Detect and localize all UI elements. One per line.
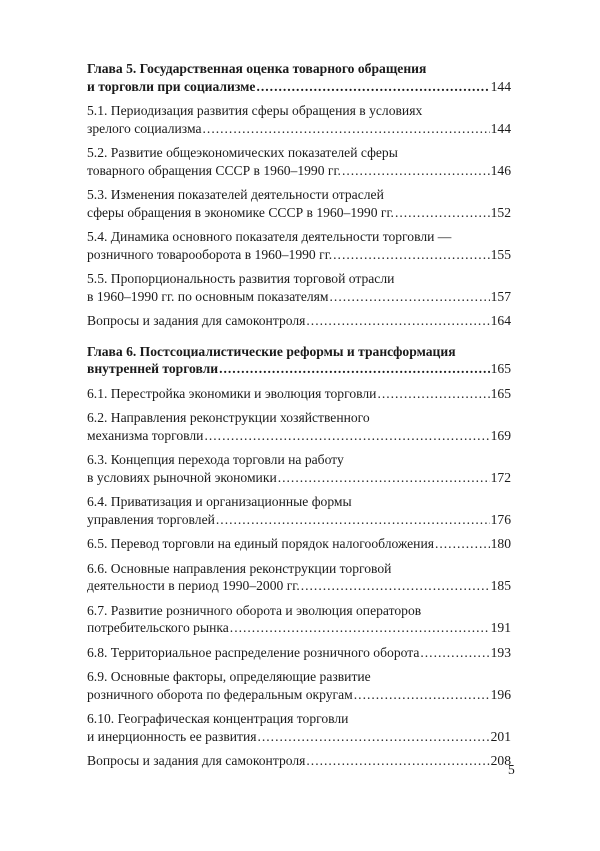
toc-entry-5-4[interactable] [87,228,511,263]
dot-leader [203,120,490,138]
table-of-contents [87,60,511,783]
toc-entry-5-3[interactable] [87,186,511,221]
page-ref: 176 [490,511,511,527]
chapter-title-line: Глава 6. Постсоциалистические реформы и трансформация [87,343,456,359]
dot-leader [278,469,490,487]
entry-line: управления торговлей [87,511,215,527]
chapter-title-line: внутренней торговли [87,361,219,376]
page-ref: 155 [490,246,511,262]
entry-line: 6.3. Концепция перехода торговли на работу [87,452,344,467]
page-ref: 164 [490,313,511,328]
dot-leader [257,728,489,746]
entry-line: сферы обращения в экономике СССР в 1960–1990 гг. [87,204,394,220]
dot-leader [333,246,489,264]
page-ref: 208 [490,753,511,768]
dot-leader [435,535,490,553]
entry-line: 5.1. Периодизация развития сферы обращения в условиях [87,103,423,118]
toc-entry-6-3[interactable] [87,451,511,486]
page-ref: 180 [490,536,511,551]
dot-leader [230,619,490,637]
chapter-6-heading[interactable] [87,343,511,378]
dot-leader [216,511,490,529]
entry-line: 6.9. Основные факторы, определяющие развитие [87,669,371,684]
page-ref: 152 [490,204,511,220]
page-ref: 144 [490,78,511,94]
page-ref: 165 [490,361,511,376]
entry-line: 6.1. Перестройка экономики и эволюция торговли [87,385,377,401]
dot-leader [301,577,490,595]
page-ref: 165 [490,385,511,401]
chapter-title-line: Глава 5. Государственная оценка товарного обращения [87,61,427,76]
page-ref: 185 [490,578,511,593]
entry-line: Вопросы и задания для самоконтроля [87,313,306,328]
toc-entry-6-2[interactable] [87,409,511,444]
entry-line: в 1960–1990 гг. по основным показателям [87,288,329,304]
entry-line: 5.5. Пропорциональность развития торговой отрасли [87,271,395,286]
toc-entry-5-questions[interactable] [87,312,511,330]
entry-line: механизма торговли [87,427,204,443]
dot-leader [420,644,489,662]
page-ref: 191 [490,620,511,635]
page-ref: 193 [490,644,511,660]
chapter-6-section [87,343,511,770]
dot-leader [306,752,489,770]
chapter-title-line: и торговли при социализме [87,78,256,94]
entry-line: 6.4. Приватизация и организационные формы [87,494,352,509]
entry-line: в условиях рыночной экономики [87,469,277,485]
entry-line: 6.8. Территориальное распределение розничного оборота [87,644,420,660]
entry-line: 5.2. Развитие общеэкономических показателей сферы [87,145,398,160]
dot-leader [395,204,490,222]
entry-line: 5.3. Изменения показателей деятельности отраслей [87,187,384,202]
entry-line: зрелого социализма [87,120,202,136]
toc-entry-6-6[interactable] [87,560,511,595]
entry-line: потребительского рынка [87,620,229,635]
dot-leader [330,288,490,306]
entry-line: и инерционность ее развития [87,728,257,744]
toc-entry-5-2[interactable] [87,144,511,179]
entry-line: 6.6. Основные направления реконструкции торговой [87,560,392,576]
dot-leader [306,312,489,330]
entry-line: розничного товарооборота в 1960–1990 гг. [87,246,333,262]
page-ref: 169 [490,427,511,443]
toc-entry-6-8[interactable] [87,644,511,662]
toc-entry-6-questions[interactable] [87,752,511,770]
entry-line: розничного оборота по федеральным округам [87,686,353,702]
entry-line: 6.7. Развитие розничного оборота и эволюция операторов [87,602,422,618]
entry-line: Вопросы и задания для самоконтроля [87,753,306,768]
toc-entry-6-4[interactable] [87,493,511,528]
toc-entry-6-9[interactable] [87,668,511,703]
page-ref: 157 [490,288,511,304]
entry-line: 6.5. Перевод торговли на единый порядок налогообложения [87,536,434,551]
dot-leader [256,78,489,96]
entry-line: товарного обращения СССР в 1960–1990 гг. [87,162,341,178]
dot-leader [354,686,490,704]
toc-entry-5-1[interactable] [87,102,511,137]
page-ref: 146 [490,162,511,178]
dot-leader [219,360,490,378]
toc-entry-6-5[interactable] [87,535,511,553]
entry-line: деятельности в период 1990–2000 гг. [87,578,300,593]
page-number: 5 [508,762,515,777]
dot-leader [377,385,489,403]
entry-line: 6.10. Географическая концентрация торговли [87,711,349,726]
toc-entry-5-5[interactable] [87,270,511,305]
toc-entry-6-10[interactable] [87,710,511,745]
entry-line: 6.2. Направления реконструкции хозяйственного [87,410,370,425]
page-ref: 144 [490,120,511,136]
chapter-5-section [87,60,511,330]
page-ref: 172 [490,469,511,485]
toc-entry-6-1[interactable] [87,385,511,403]
toc-entry-6-7[interactable] [87,602,511,637]
entry-line: 5.4. Динамика основного показателя деятельности торговли — [87,229,452,244]
dot-leader [342,162,490,180]
dot-leader [204,427,489,445]
page-ref: 201 [490,728,511,744]
chapter-5-heading[interactable] [87,60,511,95]
page-ref: 196 [490,686,511,702]
